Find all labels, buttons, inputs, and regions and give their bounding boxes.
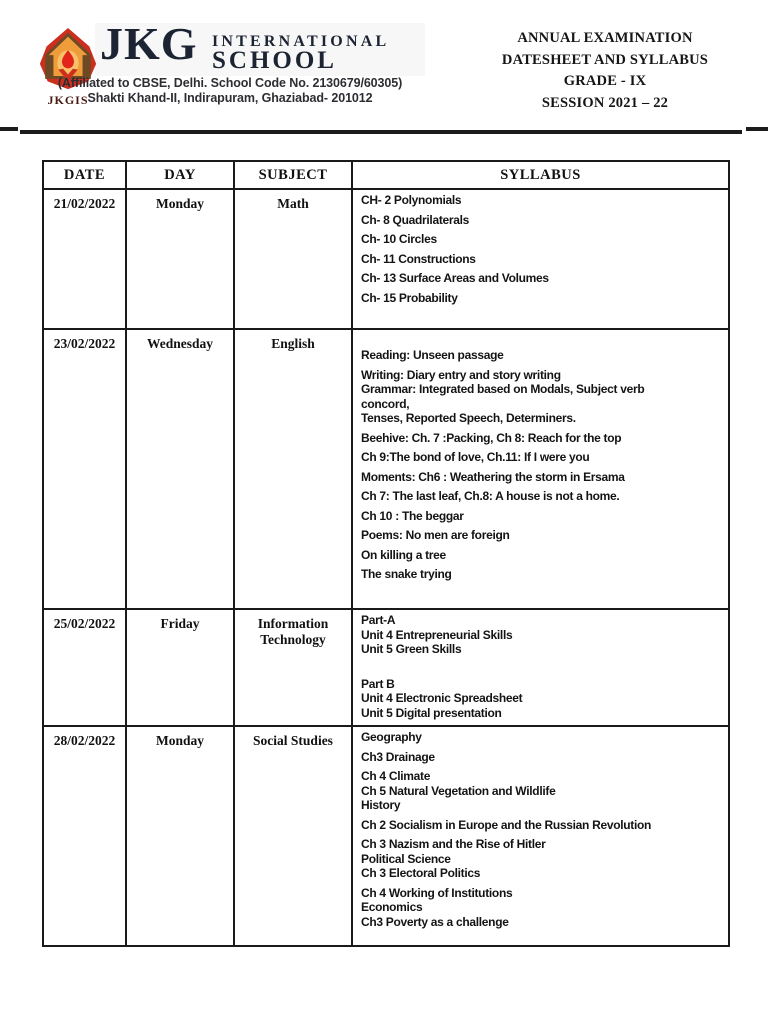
- syllabus-line: Ch- 8 Quadrilaterals: [361, 212, 470, 227]
- logo-abbreviation: JKGIS: [47, 93, 89, 107]
- syllabus-paragraph: [361, 567, 724, 582]
- syllabus-line: Ch 10 : The beggar: [361, 508, 464, 523]
- syllabus-paragraph: [361, 271, 724, 286]
- syllabus-line: On killing a tree: [361, 547, 446, 562]
- syllabus-line: Part B: [361, 676, 395, 691]
- header-rule-left-segment: [0, 127, 18, 131]
- syllabus-paragraph: [361, 528, 724, 543]
- syllabus-line: Poems: No men are foreign: [361, 528, 510, 542]
- syllabus-line: Ch 4 Working of Institutions: [361, 885, 513, 900]
- syllabus-paragraph: [361, 450, 724, 465]
- syllabus-line: Grammar: Integrated based on Modals, Subject verb: [361, 382, 645, 396]
- column-header-syllabus: SYLLABUS: [352, 161, 729, 189]
- syllabus-paragraph: [361, 677, 724, 721]
- syllabus-line: Writing: Diary entry and story writing: [361, 367, 561, 382]
- subject-cell: English: [234, 329, 352, 609]
- syllabus-line: Tenses, Reported Speech, Determiners.: [361, 411, 576, 425]
- column-header-subject: SUBJECT: [234, 161, 352, 189]
- syllabus-paragraph: [361, 548, 724, 563]
- syllabus-paragraph: [361, 509, 724, 524]
- date-cell: 25/02/2022: [43, 609, 126, 726]
- syllabus-paragraph: [361, 837, 724, 881]
- date-cell: 28/02/2022: [43, 726, 126, 946]
- subject-cell: Social Studies: [234, 726, 352, 946]
- syllabus-paragraph: [361, 730, 724, 745]
- header-rule-right-segment: [746, 127, 768, 131]
- syllabus-line: History: [361, 798, 401, 812]
- syllabus-cell: [352, 609, 729, 726]
- subject-cell: Information Technology: [234, 609, 352, 726]
- syllabus-line: Unit 5 Digital presentation: [361, 705, 502, 720]
- syllabus-line: Ch 3 Electoral Politics: [361, 866, 481, 880]
- datesheet-body: [43, 189, 729, 946]
- syllabus-line: Ch3 Drainage: [361, 749, 435, 764]
- exam-info-line2: DATESHEET AND SYLLABUS: [501, 51, 709, 68]
- syllabus-paragraph: [361, 252, 724, 267]
- syllabus-line: Ch 4 Climate: [361, 769, 431, 783]
- header: [0, 0, 768, 145]
- address-line: Shakti Khand-II, Indirapuram, Ghaziabad- 201012: [87, 90, 373, 105]
- school-name-international: INTERNATIONAL: [212, 33, 390, 50]
- syllabus-paragraph: [361, 489, 724, 504]
- syllabus-paragraph: [361, 662, 724, 672]
- syllabus-cell: [352, 726, 729, 946]
- syllabus-line: Ch 5 Natural Vegetation and Wildlife: [361, 783, 556, 798]
- school-details: [30, 76, 430, 105]
- syllabus-line: Ch- 11 Constructions: [361, 251, 476, 266]
- school-name-short: JKG: [100, 18, 198, 69]
- exam-info-line4: SESSION 2021 – 22: [541, 94, 669, 111]
- header-rule: [20, 130, 742, 134]
- table-row: [43, 609, 729, 726]
- syllabus-line: [361, 333, 724, 343]
- syllabus-paragraph: [361, 431, 724, 446]
- syllabus-line: CH- 2 Polynomials: [361, 193, 462, 207]
- exam-info-line3: GRADE - IX: [563, 73, 647, 89]
- syllabus-line: concord,: [361, 396, 410, 411]
- syllabus-paragraph: [361, 818, 724, 833]
- syllabus-cell: [352, 189, 729, 329]
- syllabus-line: Unit 4 Entrepreneurial Skills: [361, 627, 513, 642]
- syllabus-line: Geography: [361, 730, 422, 744]
- syllabus-line: Unit 5 Green Skills: [361, 642, 462, 656]
- exam-info-line1: ANNUAL EXAMINATION: [517, 30, 693, 46]
- syllabus-line: Ch 3 Nazism and the Rise of Hitler: [361, 837, 546, 851]
- exam-info: [462, 28, 748, 114]
- syllabus-paragraph: [361, 291, 724, 306]
- syllabus-paragraph: [361, 333, 724, 343]
- table-header-row: [43, 161, 729, 189]
- syllabus-paragraph: [361, 193, 724, 208]
- syllabus-paragraph: [361, 750, 724, 765]
- syllabus-line: Ch- 13 Surface Areas and Volumes: [361, 271, 549, 285]
- date-cell: 21/02/2022: [43, 189, 126, 329]
- day-cell: Friday: [126, 609, 234, 726]
- syllabus-line: Ch 9:The bond of love, Ch.11: If I were you: [361, 450, 590, 464]
- table-row: [43, 726, 729, 946]
- syllabus-line: Reading: Unseen passage: [361, 348, 504, 362]
- syllabus-line: Part-A: [361, 613, 396, 627]
- syllabus-paragraph: [361, 613, 724, 657]
- syllabus-line: Ch3 Poverty as a challenge: [361, 914, 509, 929]
- syllabus-line: Ch- 10 Circles: [361, 232, 437, 246]
- day-cell: Monday: [126, 726, 234, 946]
- syllabus-line: Beehive: Ch. 7 :Packing, Ch 8: Reach for the top: [361, 430, 622, 445]
- syllabus-paragraph: [361, 213, 724, 228]
- column-header-date: DATE: [43, 161, 126, 189]
- syllabus-line: Economics: [361, 900, 423, 914]
- affiliation-line: (Affiliated to CBSE, Delhi. School Code No. 2130679/60305): [57, 76, 403, 90]
- syllabus-paragraph: [361, 232, 724, 247]
- table-row: [43, 329, 729, 609]
- syllabus-line: Ch 7: The last leaf, Ch.8: A house is not a home.: [361, 489, 620, 503]
- day-cell: Monday: [126, 189, 234, 329]
- table-row: [43, 189, 729, 329]
- datesheet-table: [42, 160, 730, 947]
- syllabus-cell: [352, 329, 729, 609]
- syllabus-line: The snake trying: [361, 567, 452, 581]
- syllabus-line: Moments: Ch6 : Weathering the storm in Ersama: [361, 469, 625, 484]
- date-cell: 23/02/2022: [43, 329, 126, 609]
- column-header-day: DAY: [126, 161, 234, 189]
- syllabus-line: Unit 4 Electronic Spreadsheet: [361, 691, 523, 705]
- day-cell: Wednesday: [126, 329, 234, 609]
- syllabus-paragraph: [361, 348, 724, 363]
- syllabus-paragraph: [361, 368, 724, 426]
- syllabus-line: Ch 2 Socialism in Europe and the Russian Revolution: [361, 817, 652, 832]
- syllabus-line: Ch- 15 Probability: [361, 290, 458, 305]
- syllabus-line: [361, 662, 724, 672]
- syllabus-paragraph: [361, 470, 724, 485]
- school-name-school: SCHOOL: [212, 47, 337, 74]
- syllabus-paragraph: [361, 769, 724, 813]
- syllabus-line: Political Science: [361, 851, 451, 866]
- syllabus-paragraph: [361, 886, 724, 930]
- subject-cell: Math: [234, 189, 352, 329]
